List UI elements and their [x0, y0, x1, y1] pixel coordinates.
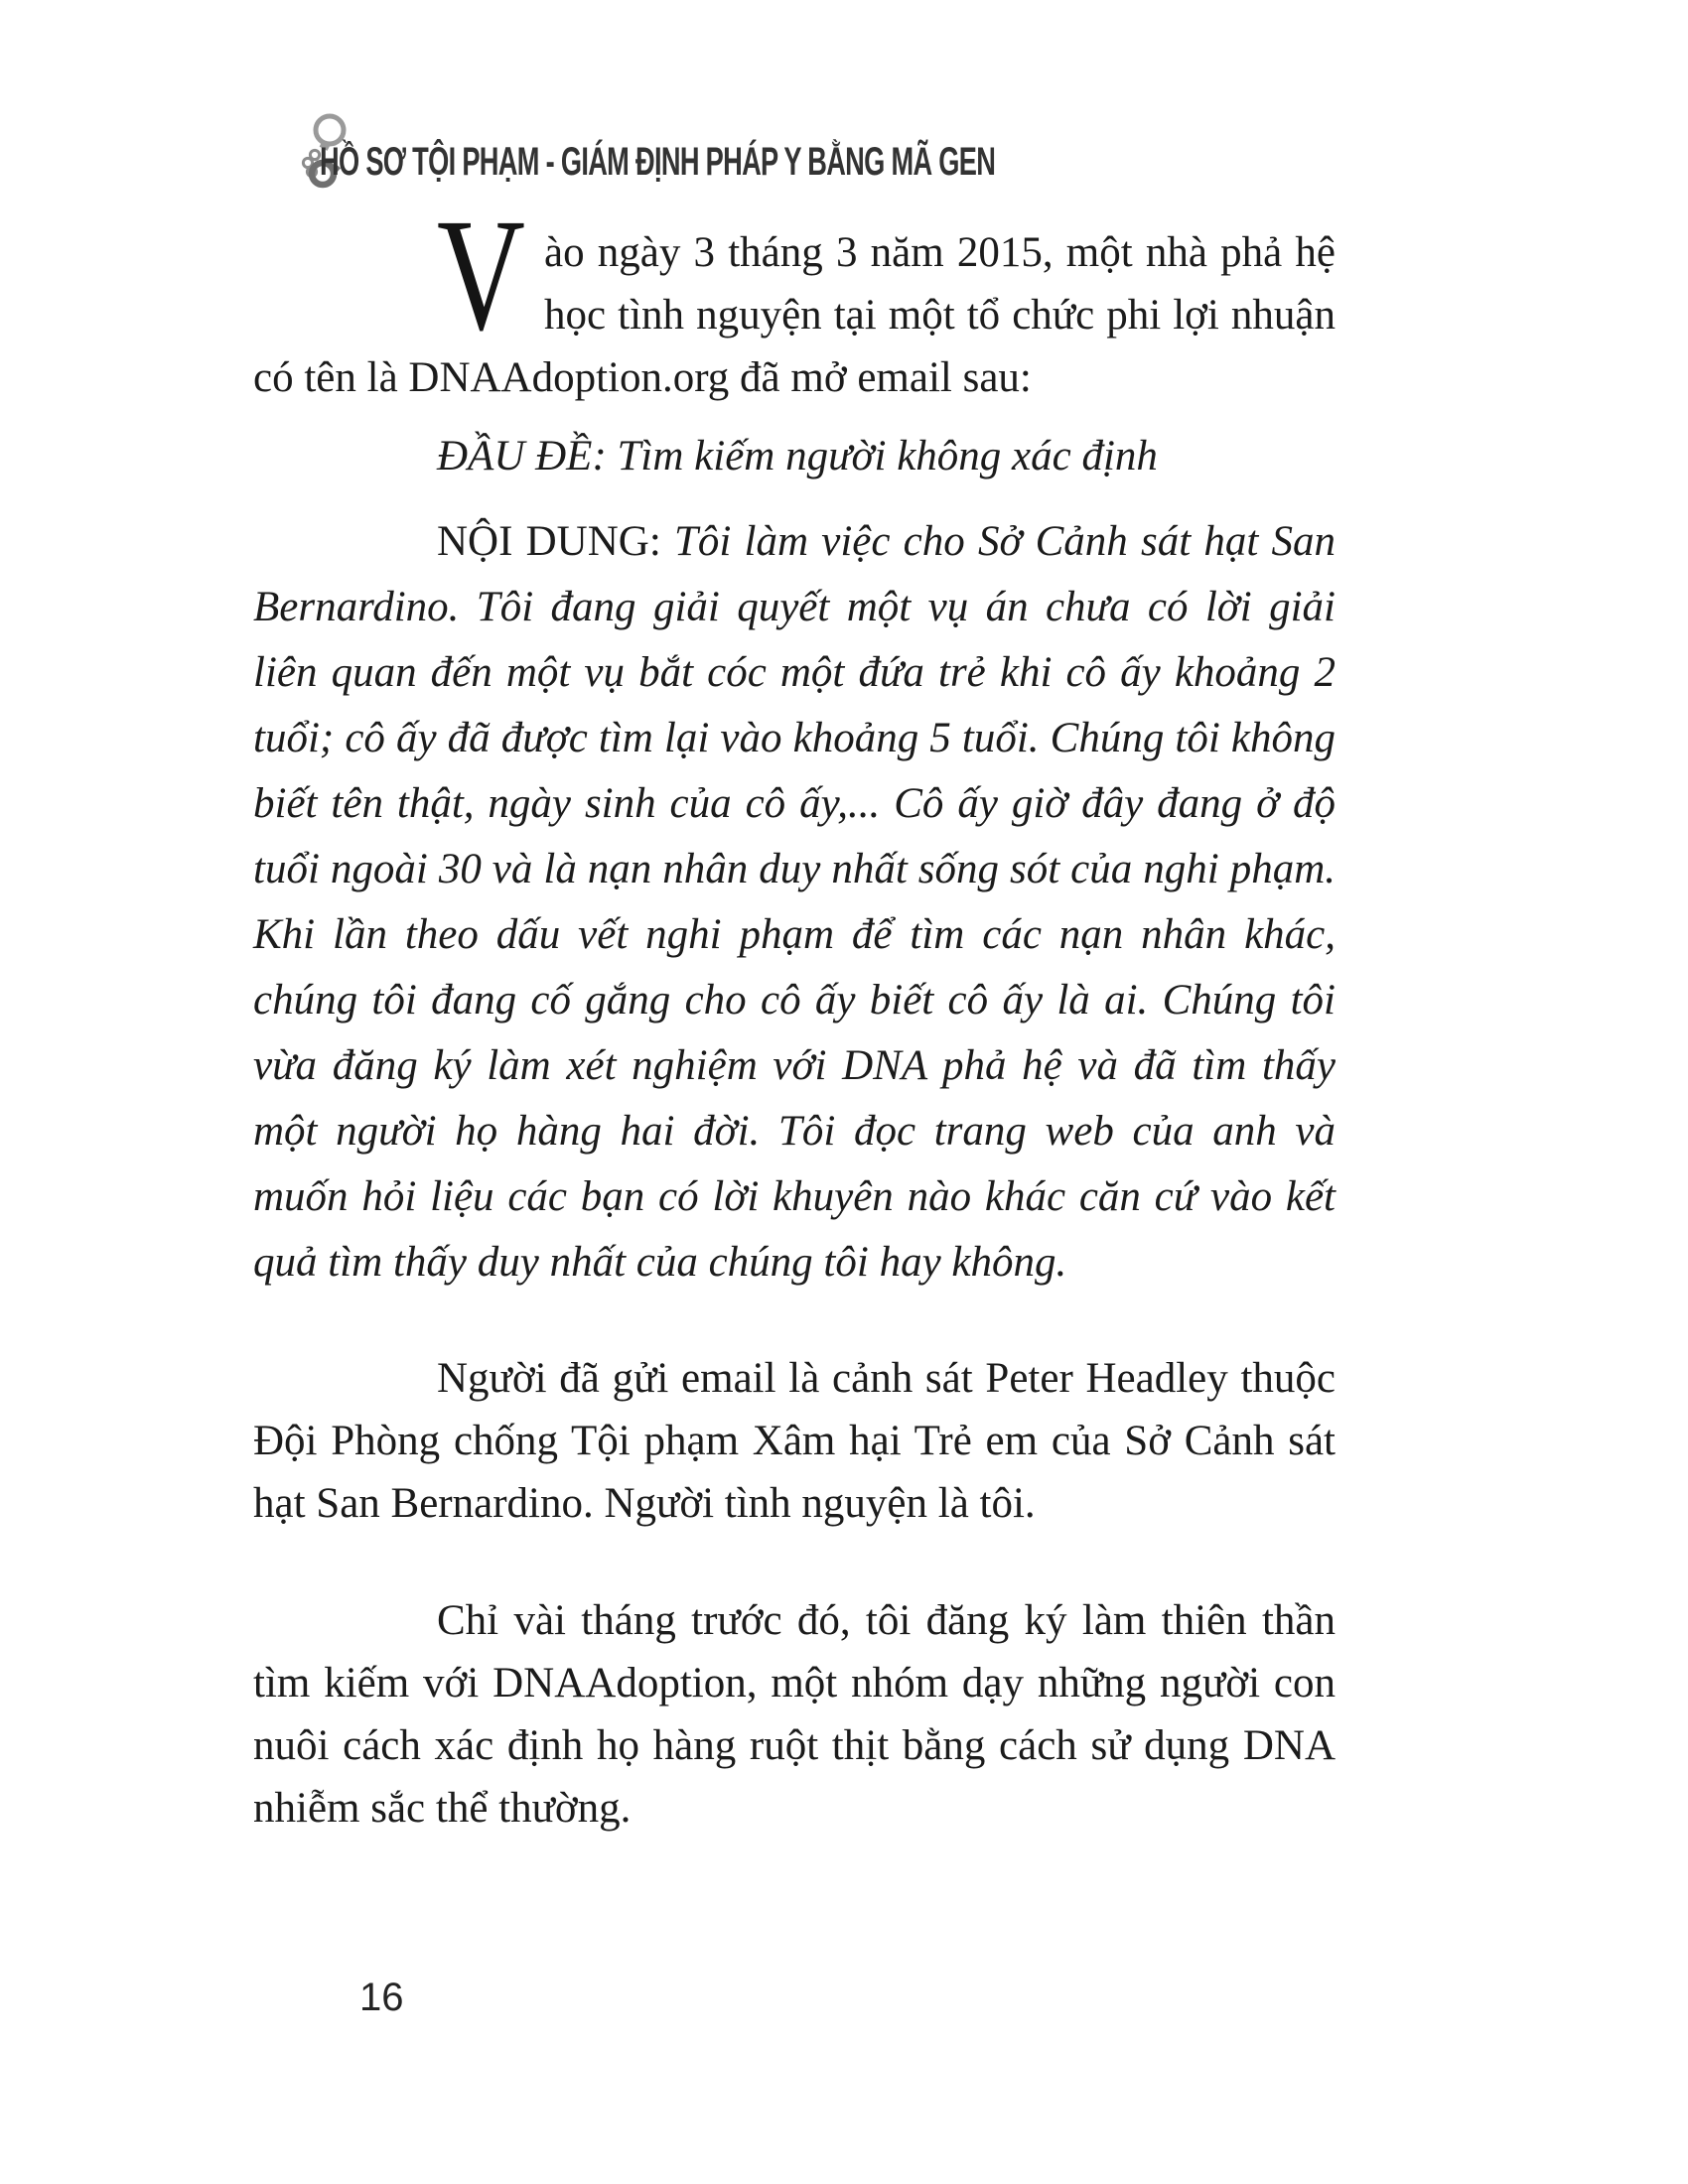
paragraph-sender: Người đã gửi email là cảnh sát Peter Headley thuộc Đội Phòng chống Tội phạm Xâm hại Trẻ em của Sở Cảnh sát hạt San Bernardino. Người tình nguyện là tôi. [253, 1355, 1336, 1527]
opening-paragraph [253, 187, 1336, 409]
text-column [253, 187, 1336, 1840]
paragraph-volunteer: Chỉ vài tháng trước đó, tôi đăng ký làm thiên thần tìm kiếm với DNAAdoption, một nhóm dạy những người con nuôi cách xác định họ hàng ruột thịt bằng cách sử dụng DNA nhiễm sắc thể thường. [253, 1597, 1336, 1832]
email-subject-line: ĐẦU ĐỀ: Tìm kiếm người không xác định [437, 433, 1158, 479]
page-number: 16 [359, 1976, 404, 2019]
running-head-title: HỒ SƠ TỘI PHẠM - GIÁM ĐỊNH PHÁP Y BẰNG MÃ GEN [320, 140, 996, 184]
email-body-paragraph [253, 509, 1336, 1296]
email-body-label: NỘI DUNG: [437, 518, 661, 565]
email-body-text: Tôi làm việc cho Sở Cảnh sát hạt San Bernardino. Tôi đang giải quyết một vụ án chưa có lời giải liên quan đến một vụ bắt cóc một đứa trẻ khi cô ấy khoảng 2 tuổi; cô ấy đã được tìm lại vào khoảng 5 tuổi. Chúng tôi không biết tên thật, ngày sinh của cô ấy,... Cô ấy giờ đây đang ở độ tuổi ngoài 30 và là nạn nhân duy nhất sống sót của nghi phạm. Khi lần theo dấu vết nghi phạm để tìm các nạn nhân khác, chúng tôi đang cố gắng cho cô ấy biết cô ấy là ai. Chúng tôi vừa đăng ký làm xét nghiệm với DNA phả hệ và đã tìm thấy một người họ hàng hai đời. Tôi đọc trang web của anh và muốn hỏi liệu các bạn có lời khuyên nào khác căn cứ vào kết quả tìm thấy duy nhất của chúng tôi hay không. [253, 518, 1336, 1286]
opening-paragraph-text: ào ngày 3 tháng 3 năm 2015, một nhà phả hệ học tình nguyện tại một tổ chức phi lợi nhuận có tên là DNAAdoption.org đã mở email sau: [253, 229, 1336, 401]
drop-cap: V [437, 187, 525, 364]
